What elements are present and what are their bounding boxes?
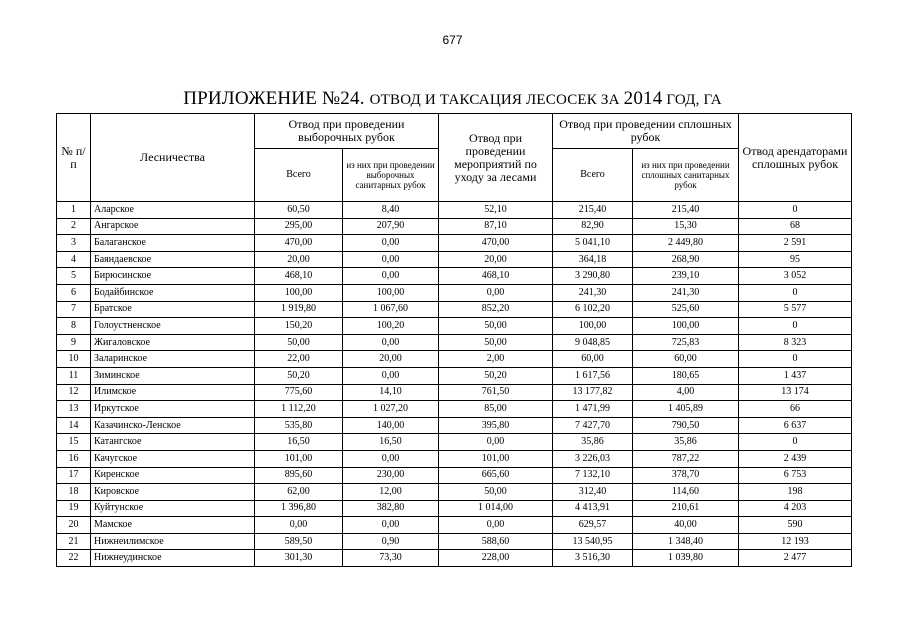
header-num: № п/п	[57, 114, 91, 202]
cell-selective-total: 101,00	[255, 450, 343, 467]
cell-lease: 590	[739, 517, 852, 534]
cell-num: 4	[57, 251, 91, 268]
cell-clear-sanitary: 725,83	[633, 334, 739, 351]
cell-selective-sanitary: 1 067,60	[343, 301, 439, 318]
cell-selective-total: 50,20	[255, 367, 343, 384]
cell-selective-sanitary: 230,00	[343, 467, 439, 484]
cell-lease: 0	[739, 202, 852, 219]
cell-num: 17	[57, 467, 91, 484]
cell-clear-sanitary: 239,10	[633, 268, 739, 285]
header-selective-group: Отвод при проведении выборочных рубок	[255, 114, 439, 149]
cell-num: 5	[57, 268, 91, 285]
cell-care: 1 014,00	[439, 500, 553, 517]
cell-selective-total: 22,00	[255, 351, 343, 368]
cell-care: 50,00	[439, 484, 553, 501]
cell-clear-sanitary: 241,30	[633, 284, 739, 301]
cell-clear-total: 6 102,20	[553, 301, 633, 318]
cell-num: 12	[57, 384, 91, 401]
cell-lease: 12 193	[739, 533, 852, 550]
cell-forestry: Жигаловское	[91, 334, 255, 351]
header-clear-group: Отвод при проведении сплошных рубок	[553, 114, 739, 149]
cell-num: 11	[57, 367, 91, 384]
page-number: 677	[442, 33, 463, 47]
cell-selective-total: 301,30	[255, 550, 343, 567]
cell-lease: 0	[739, 284, 852, 301]
cell-selective-sanitary: 12,00	[343, 484, 439, 501]
cell-clear-total: 5 041,10	[553, 235, 633, 252]
cell-clear-sanitary: 40,00	[633, 517, 739, 534]
table-row	[57, 268, 852, 285]
cell-clear-total: 35,86	[553, 434, 633, 451]
cell-num: 21	[57, 533, 91, 550]
cell-num: 7	[57, 301, 91, 318]
cell-lease: 66	[739, 401, 852, 418]
header-forestry: Лесничества	[91, 114, 255, 202]
header-clear-sanitary: из них при проведении сплошных санитарных рубок	[633, 149, 739, 202]
cell-lease: 6 637	[739, 417, 852, 434]
document-title	[0, 88, 905, 110]
cell-clear-total: 7 132,10	[553, 467, 633, 484]
cell-num: 20	[57, 517, 91, 534]
cell-num: 6	[57, 284, 91, 301]
cell-lease: 2 591	[739, 235, 852, 252]
cell-lease: 1 437	[739, 367, 852, 384]
cell-selective-total: 470,00	[255, 235, 343, 252]
cell-forestry: Голоустненское	[91, 318, 255, 335]
title-part1: ОТВОД И ТАКСАЦИЯ ЛЕСОСЕК ЗА	[369, 92, 624, 108]
cell-forestry: Баяндаевское	[91, 251, 255, 268]
cell-selective-total: 0,00	[255, 517, 343, 534]
cell-clear-total: 82,90	[553, 218, 633, 235]
table-body	[57, 202, 852, 567]
cell-selective-total: 150,20	[255, 318, 343, 335]
cell-clear-sanitary: 525,60	[633, 301, 739, 318]
cell-selective-total: 895,60	[255, 467, 343, 484]
cell-lease: 2 477	[739, 550, 852, 567]
cell-care: 665,60	[439, 467, 553, 484]
cell-selective-total: 1 396,80	[255, 500, 343, 517]
cell-clear-sanitary: 1 348,40	[633, 533, 739, 550]
cell-clear-sanitary: 4,00	[633, 384, 739, 401]
cell-selective-sanitary: 207,90	[343, 218, 439, 235]
cell-selective-sanitary: 0,00	[343, 334, 439, 351]
cell-forestry: Нижнеудинское	[91, 550, 255, 567]
cell-selective-total: 50,00	[255, 334, 343, 351]
cell-clear-total: 60,00	[553, 351, 633, 368]
cell-clear-total: 3 516,30	[553, 550, 633, 567]
cell-lease: 4 203	[739, 500, 852, 517]
cell-care: 0,00	[439, 517, 553, 534]
cell-forestry: Бирюсинское	[91, 268, 255, 285]
table-row	[57, 500, 852, 517]
cell-forestry: Ангарское	[91, 218, 255, 235]
cell-clear-sanitary: 2 449,80	[633, 235, 739, 252]
cell-clear-sanitary: 1 405,89	[633, 401, 739, 418]
cell-num: 1	[57, 202, 91, 219]
cell-clear-sanitary: 15,30	[633, 218, 739, 235]
table-row	[57, 450, 852, 467]
cell-clear-total: 9 048,85	[553, 334, 633, 351]
cell-selective-sanitary: 100,20	[343, 318, 439, 335]
cell-num: 10	[57, 351, 91, 368]
table-row	[57, 517, 852, 534]
cell-forestry: Мамское	[91, 517, 255, 534]
header-lease: Отвод арендаторами сплошных рубок	[739, 114, 852, 202]
title-part2: ГОД, ГА	[662, 92, 722, 108]
cell-selective-total: 589,50	[255, 533, 343, 550]
cell-care: 0,00	[439, 284, 553, 301]
cell-clear-sanitary: 215,40	[633, 202, 739, 219]
cell-care: 395,80	[439, 417, 553, 434]
cell-clear-total: 215,40	[553, 202, 633, 219]
table-row	[57, 284, 852, 301]
header-selective-sanitary: из них при проведении выборочных санитарных рубок	[343, 149, 439, 202]
cell-care: 2,00	[439, 351, 553, 368]
cell-clear-sanitary: 790,50	[633, 417, 739, 434]
cell-selective-sanitary: 140,00	[343, 417, 439, 434]
cell-selective-total: 20,00	[255, 251, 343, 268]
cell-selective-sanitary: 0,00	[343, 367, 439, 384]
cell-clear-sanitary: 35,86	[633, 434, 739, 451]
cell-clear-sanitary: 268,90	[633, 251, 739, 268]
cell-care: 470,00	[439, 235, 553, 252]
cell-forestry: Аларское	[91, 202, 255, 219]
table-row	[57, 251, 852, 268]
cell-lease: 6 753	[739, 467, 852, 484]
table-row	[57, 235, 852, 252]
cell-forestry: Зиминское	[91, 367, 255, 384]
table-row	[57, 434, 852, 451]
cell-care: 52,10	[439, 202, 553, 219]
table-row	[57, 417, 852, 434]
cell-clear-total: 13 540,95	[553, 533, 633, 550]
cell-selective-total: 60,50	[255, 202, 343, 219]
cell-selective-total: 775,60	[255, 384, 343, 401]
header-care: Отвод при проведении мероприятий по уходу за лесами	[439, 114, 553, 202]
cell-care: 0,00	[439, 434, 553, 451]
cell-lease: 0	[739, 351, 852, 368]
cell-clear-total: 1 617,56	[553, 367, 633, 384]
cell-clear-total: 312,40	[553, 484, 633, 501]
table-row	[57, 533, 852, 550]
cell-clear-total: 13 177,82	[553, 384, 633, 401]
cell-care: 20,00	[439, 251, 553, 268]
cell-care: 50,00	[439, 318, 553, 335]
cell-selective-sanitary: 0,00	[343, 517, 439, 534]
cell-selective-sanitary: 382,80	[343, 500, 439, 517]
cell-num: 13	[57, 401, 91, 418]
table-row	[57, 467, 852, 484]
cell-num: 18	[57, 484, 91, 501]
cell-num: 3	[57, 235, 91, 252]
cell-selective-sanitary: 16,50	[343, 434, 439, 451]
header-clear-total: Всего	[553, 149, 633, 202]
cell-selective-sanitary: 1 027,20	[343, 401, 439, 418]
cell-care: 85,00	[439, 401, 553, 418]
cell-selective-sanitary: 0,90	[343, 533, 439, 550]
cell-forestry: Качугское	[91, 450, 255, 467]
cell-selective-sanitary: 73,30	[343, 550, 439, 567]
cell-lease: 95	[739, 251, 852, 268]
cell-forestry: Казачинско-Ленское	[91, 417, 255, 434]
cell-clear-total: 100,00	[553, 318, 633, 335]
cell-lease: 0	[739, 318, 852, 335]
table-row	[57, 384, 852, 401]
cell-num: 9	[57, 334, 91, 351]
cell-selective-total: 1 919,80	[255, 301, 343, 318]
table-row	[57, 401, 852, 418]
table-row	[57, 218, 852, 235]
cell-selective-sanitary: 100,00	[343, 284, 439, 301]
cell-care: 50,20	[439, 367, 553, 384]
cell-selective-sanitary: 0,00	[343, 251, 439, 268]
cell-clear-total: 629,57	[553, 517, 633, 534]
cell-lease: 0	[739, 434, 852, 451]
cell-num: 2	[57, 218, 91, 235]
cell-forestry: Илимское	[91, 384, 255, 401]
cell-lease: 13 174	[739, 384, 852, 401]
cell-lease: 2 439	[739, 450, 852, 467]
cell-lease: 8 323	[739, 334, 852, 351]
header-selective-total: Всего	[255, 149, 343, 202]
table-row	[57, 484, 852, 501]
cell-care: 101,00	[439, 450, 553, 467]
cell-num: 16	[57, 450, 91, 467]
cell-care: 761,50	[439, 384, 553, 401]
cell-forestry: Балаганское	[91, 235, 255, 252]
title-year: 2014	[623, 88, 663, 109]
cell-care: 50,00	[439, 334, 553, 351]
cell-selective-sanitary: 0,00	[343, 268, 439, 285]
cell-clear-sanitary: 60,00	[633, 351, 739, 368]
cell-selective-total: 16,50	[255, 434, 343, 451]
cell-care: 87,10	[439, 218, 553, 235]
cell-selective-total: 100,00	[255, 284, 343, 301]
table-row	[57, 318, 852, 335]
cell-clear-total: 241,30	[553, 284, 633, 301]
cell-care: 228,00	[439, 550, 553, 567]
cell-forestry: Заларинское	[91, 351, 255, 368]
cell-clear-sanitary: 114,60	[633, 484, 739, 501]
cell-care: 588,60	[439, 533, 553, 550]
cell-clear-total: 4 413,91	[553, 500, 633, 517]
cell-forestry: Куйтунское	[91, 500, 255, 517]
cell-num: 19	[57, 500, 91, 517]
forest-allotment-table	[56, 113, 852, 567]
cell-clear-total: 3 226,03	[553, 450, 633, 467]
cell-clear-total: 364,18	[553, 251, 633, 268]
cell-selective-total: 62,00	[255, 484, 343, 501]
cell-lease: 3 052	[739, 268, 852, 285]
cell-lease: 198	[739, 484, 852, 501]
cell-forestry: Бодайбинское	[91, 284, 255, 301]
cell-selective-sanitary: 8,40	[343, 202, 439, 219]
cell-forestry: Киренское	[91, 467, 255, 484]
cell-care: 468,10	[439, 268, 553, 285]
cell-selective-total: 468,10	[255, 268, 343, 285]
table-row	[57, 301, 852, 318]
cell-num: 15	[57, 434, 91, 451]
cell-clear-sanitary: 180,65	[633, 367, 739, 384]
cell-clear-sanitary: 100,00	[633, 318, 739, 335]
cell-selective-sanitary: 14,10	[343, 384, 439, 401]
title-prefix: ПРИЛОЖЕНИЕ №24.	[183, 88, 365, 109]
cell-clear-total: 1 471,99	[553, 401, 633, 418]
cell-forestry: Нижнеилимское	[91, 533, 255, 550]
cell-clear-total: 3 290,80	[553, 268, 633, 285]
cell-lease: 5 577	[739, 301, 852, 318]
cell-selective-sanitary: 0,00	[343, 235, 439, 252]
cell-clear-sanitary: 787,22	[633, 450, 739, 467]
cell-selective-sanitary: 20,00	[343, 351, 439, 368]
cell-selective-total: 535,80	[255, 417, 343, 434]
cell-clear-total: 7 427,70	[553, 417, 633, 434]
cell-care: 852,20	[439, 301, 553, 318]
table-row	[57, 334, 852, 351]
table-row	[57, 367, 852, 384]
cell-forestry: Иркутское	[91, 401, 255, 418]
cell-forestry: Братское	[91, 301, 255, 318]
table-row	[57, 351, 852, 368]
cell-selective-total: 1 112,20	[255, 401, 343, 418]
cell-num: 14	[57, 417, 91, 434]
cell-selective-total: 295,00	[255, 218, 343, 235]
cell-forestry: Кировское	[91, 484, 255, 501]
cell-clear-sanitary: 210,61	[633, 500, 739, 517]
cell-forestry: Катангское	[91, 434, 255, 451]
table-row	[57, 202, 852, 219]
cell-clear-sanitary: 378,70	[633, 467, 739, 484]
cell-selective-sanitary: 0,00	[343, 450, 439, 467]
cell-lease: 68	[739, 218, 852, 235]
cell-clear-sanitary: 1 039,80	[633, 550, 739, 567]
table-row	[57, 550, 852, 567]
cell-num: 8	[57, 318, 91, 335]
cell-num: 22	[57, 550, 91, 567]
